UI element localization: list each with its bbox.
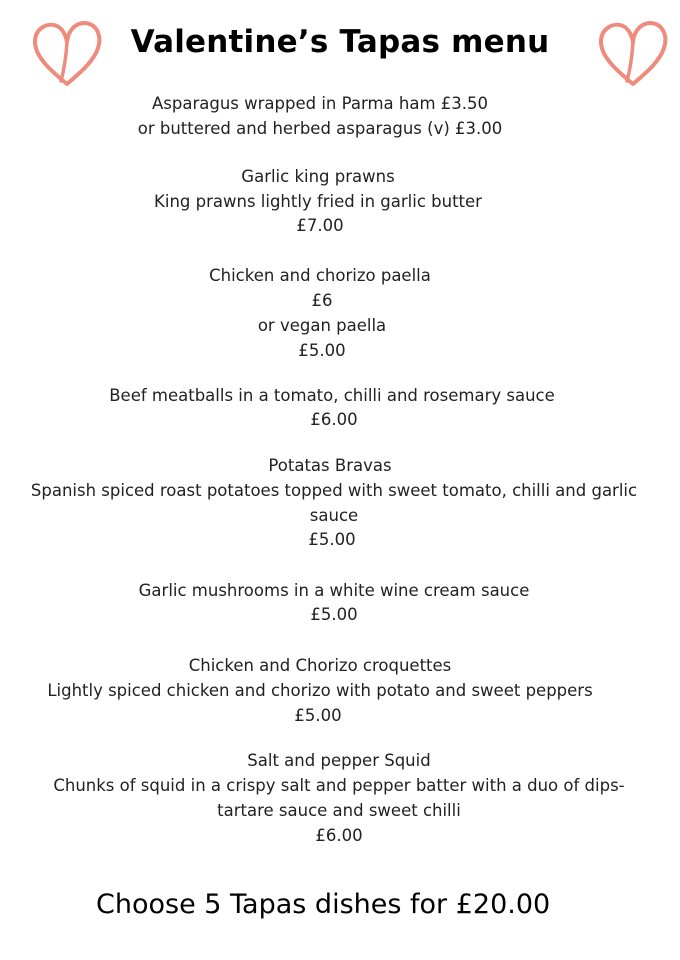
menu-item-line: £5.00 [298,341,346,360]
menu-item-line: Chicken and chorizo paella [209,266,431,285]
menu-item-line: £5.00 [294,706,342,725]
menu-item-line: £5.00 [308,530,356,549]
menu-item-line: King prawns lightly fried in garlic butter [154,192,482,211]
menu-item-line: Lightly spiced chicken and chorizo with potato and sweet peppers [47,681,593,700]
menu-item-line: Spanish spiced roast potatoes topped with sweet tomato, chilli and garlic sauce [30,481,638,525]
menu-item-line: £6 [311,291,333,310]
menu-item-line: £7.00 [296,216,344,235]
menu-item-line: £6.00 [315,826,363,845]
page-title: Valentine’s Tapas menu [130,24,550,60]
menu-item-line: or vegan paella [257,316,387,335]
menu-item-line: £5.00 [310,605,358,624]
menu-item-line: £6.00 [310,410,358,429]
menu-item-line: Garlic mushrooms in a white wine cream sauce [138,581,530,600]
menu-item-line: Chicken and Chorizo croquettes [188,656,452,675]
menu-item-line: Salt and pepper Squid [247,751,431,770]
menu-item-line: Beef meatballs in a tomato, chilli and rosemary sauce [109,386,555,405]
menu-item-line: Garlic king prawns [241,167,395,186]
menu-item-line: Chunks of squid in a crispy salt and pepper batter with a duo of dips-tartare sauce and sweet chilli [53,776,625,820]
menu-footer: Choose 5 Tapas dishes for £20.00 [96,889,551,920]
menu-item-line: or buttered and herbed asparagus (v) £3.00 [137,119,503,138]
menu-item-line: Potatas Bravas [268,456,392,475]
menu-item-line: Asparagus wrapped in Parma ham £3.50 [152,94,488,113]
